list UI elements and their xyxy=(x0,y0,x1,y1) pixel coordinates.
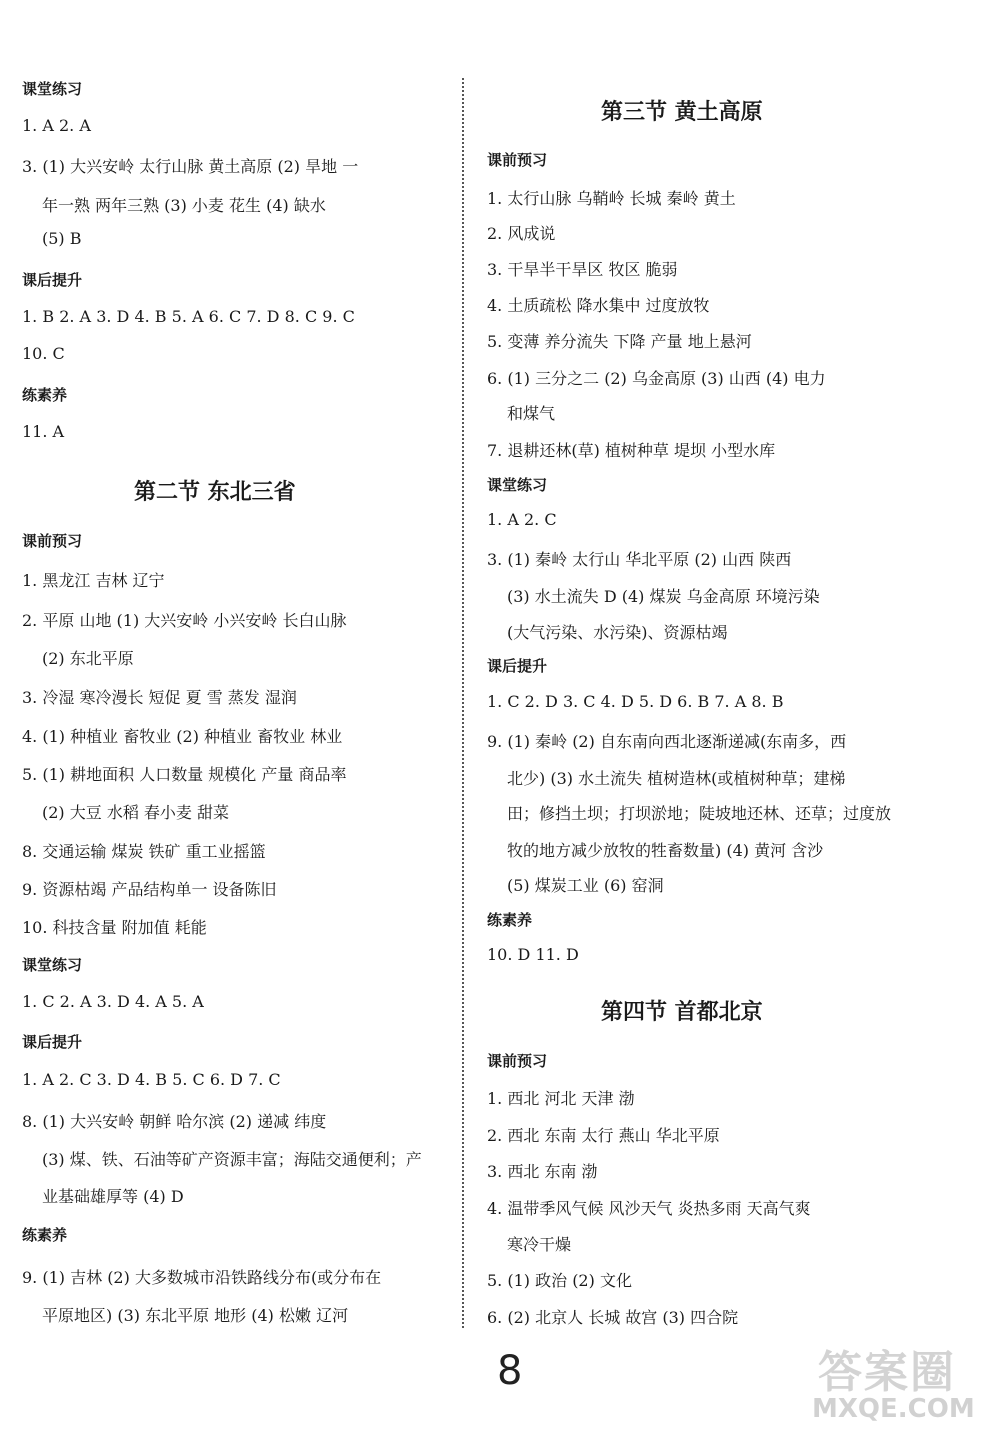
answer-line: 10. C xyxy=(22,344,65,363)
section-label: 课后提升 xyxy=(22,271,83,289)
answer-line: 9. 资源枯竭 产品结构单一 设备陈旧 xyxy=(22,880,277,899)
answer-line: (5) 煤炭工业 (6) 窑洞 xyxy=(507,876,664,895)
answer-line: 5. (1) 耕地面积 人口数量 规模化 产量 商品率 xyxy=(22,765,347,784)
answer-line: 3. 冷湿 寒冷漫长 短促 夏 雪 蒸发 湿润 xyxy=(22,688,297,707)
page-number: 8 xyxy=(497,1348,523,1394)
answer-line: 9. (1) 秦岭 (2) 自东南向西北逐渐递减(东南多，西 xyxy=(487,732,847,751)
watermark-site: MXQE.COM xyxy=(812,1394,975,1424)
section-label: 课后提升 xyxy=(487,657,548,675)
answer-line: 1. 太行山脉 乌鞘岭 长城 秦岭 黄土 xyxy=(487,189,736,208)
section-label: 课前预习 xyxy=(22,532,83,550)
section-label: 课前预习 xyxy=(487,1052,548,1070)
answer-line: 2. 风成说 xyxy=(487,224,556,243)
column-divider xyxy=(462,78,464,1328)
answer-line: 3. (1) 秦岭 太行山 华北平原 (2) 山西 陕西 xyxy=(487,550,792,569)
section-label: 课堂练习 xyxy=(22,80,83,98)
answer-line: 5. 变薄 养分流失 下降 产量 地上悬河 xyxy=(487,332,752,351)
answer-line: 1. A 2. C 3. D 4. B 5. C 6. D 7. C xyxy=(22,1070,281,1089)
answer-line: (3) 煤、铁、石油等矿产资源丰富；海陆交通便利；产 xyxy=(42,1150,422,1169)
section-label: 练素养 xyxy=(487,911,533,929)
section-label: 练素养 xyxy=(22,386,68,404)
answer-line: 10. 科技含量 附加值 耗能 xyxy=(22,918,207,937)
answer-line: 3. (1) 大兴安岭 太行山脉 黄土高原 (2) 旱地 一 xyxy=(22,157,359,176)
answer-line: 1. A 2. C xyxy=(487,510,557,529)
answer-line: (5) B xyxy=(42,229,82,248)
section-label: 课堂练习 xyxy=(22,956,83,974)
answer-line: 和煤气 xyxy=(507,404,556,423)
answer-line: 北少) (3) 水土流失 植树造林(或植树种草；建梯 xyxy=(507,769,846,788)
answer-line: 4. (1) 种植业 畜牧业 (2) 种植业 畜牧业 林业 xyxy=(22,727,343,746)
answer-line: (3) 水土流失 D (4) 煤炭 乌金高原 环境污染 xyxy=(507,587,820,606)
section-title: 第四节 首都北京 xyxy=(601,1000,763,1025)
section-label: 练素养 xyxy=(22,1226,68,1244)
answer-line: (大气污染、水污染)、资源枯竭 xyxy=(507,623,728,642)
answer-line: (2) 东北平原 xyxy=(42,649,134,668)
answer-line: 1. C 2. D 3. C 4. D 5. D 6. B 7. A 8. B xyxy=(487,692,784,711)
answer-line: 5. (1) 政治 (2) 文化 xyxy=(487,1271,632,1290)
answer-line: 1. B 2. A 3. D 4. B 5. A 6. C 7. D 8. C 9. C xyxy=(22,307,355,326)
answer-line: 4. 温带季风气候 风沙天气 炎热多雨 天高气爽 xyxy=(487,1199,811,1218)
answer-line: 11. A xyxy=(22,422,65,441)
section-label: 课后提升 xyxy=(22,1033,83,1051)
answer-line: 4. 土质疏松 降水集中 过度放牧 xyxy=(487,296,710,315)
answer-line: 年一熟 两年三熟 (3) 小麦 花生 (4) 缺水 xyxy=(42,196,326,215)
section-label: 课前预习 xyxy=(487,151,548,169)
answer-line: 1. 西北 河北 天津 渤 xyxy=(487,1089,635,1108)
answer-line: 3. 西北 东南 渤 xyxy=(487,1162,598,1181)
answer-line: 6. (2) 北京人 长城 故宫 (3) 四合院 xyxy=(487,1308,739,1327)
answer-line: 业基础雄厚等 (4) D xyxy=(42,1187,184,1206)
answer-line: 1. 黑龙江 吉林 辽宁 xyxy=(22,571,165,590)
answer-line: 1. A 2. A xyxy=(22,116,91,135)
watermark-logo: 答案圈 xyxy=(818,1347,956,1398)
answer-line: 平原地区) (3) 东北平原 地形 (4) 松嫩 辽河 xyxy=(42,1306,349,1325)
answer-line: 3. 干旱半干旱区 牧区 脆弱 xyxy=(487,260,678,279)
answer-line: 10. D 11. D xyxy=(487,945,579,964)
answer-line: 6. (1) 三分之二 (2) 乌金高原 (3) 山西 (4) 电力 xyxy=(487,369,826,388)
answer-line: 8. (1) 大兴安岭 朝鲜 哈尔滨 (2) 递减 纬度 xyxy=(22,1112,327,1131)
answer-line: 2. 平原 山地 (1) 大兴安岭 小兴安岭 长白山脉 xyxy=(22,611,347,630)
section-title: 第三节 黄土高原 xyxy=(601,100,763,125)
answer-line: (2) 大豆 水稻 春小麦 甜菜 xyxy=(42,803,230,822)
answer-line: 牧的地方减少放牧的牲畜数量) (4) 黄河 含沙 xyxy=(507,841,824,860)
answer-line: 田；修挡土坝；打坝淤地；陡坡地还林、还草；过度放 xyxy=(507,804,892,823)
answer-line: 1. C 2. A 3. D 4. A 5. A xyxy=(22,992,204,1011)
answer-line: 7. 退耕还林(草) 植树种草 堤坝 小型水库 xyxy=(487,441,776,460)
answer-line: 寒冷干燥 xyxy=(507,1235,572,1254)
section-title: 第二节 东北三省 xyxy=(134,480,296,505)
answer-line: 8. 交通运输 煤炭 铁矿 重工业摇篮 xyxy=(22,842,266,861)
answer-line: 2. 西北 东南 太行 燕山 华北平原 xyxy=(487,1126,720,1145)
answer-line: 9. (1) 吉林 (2) 大多数城市沿铁路线分布(或分布在 xyxy=(22,1268,382,1287)
section-label: 课堂练习 xyxy=(487,476,548,494)
